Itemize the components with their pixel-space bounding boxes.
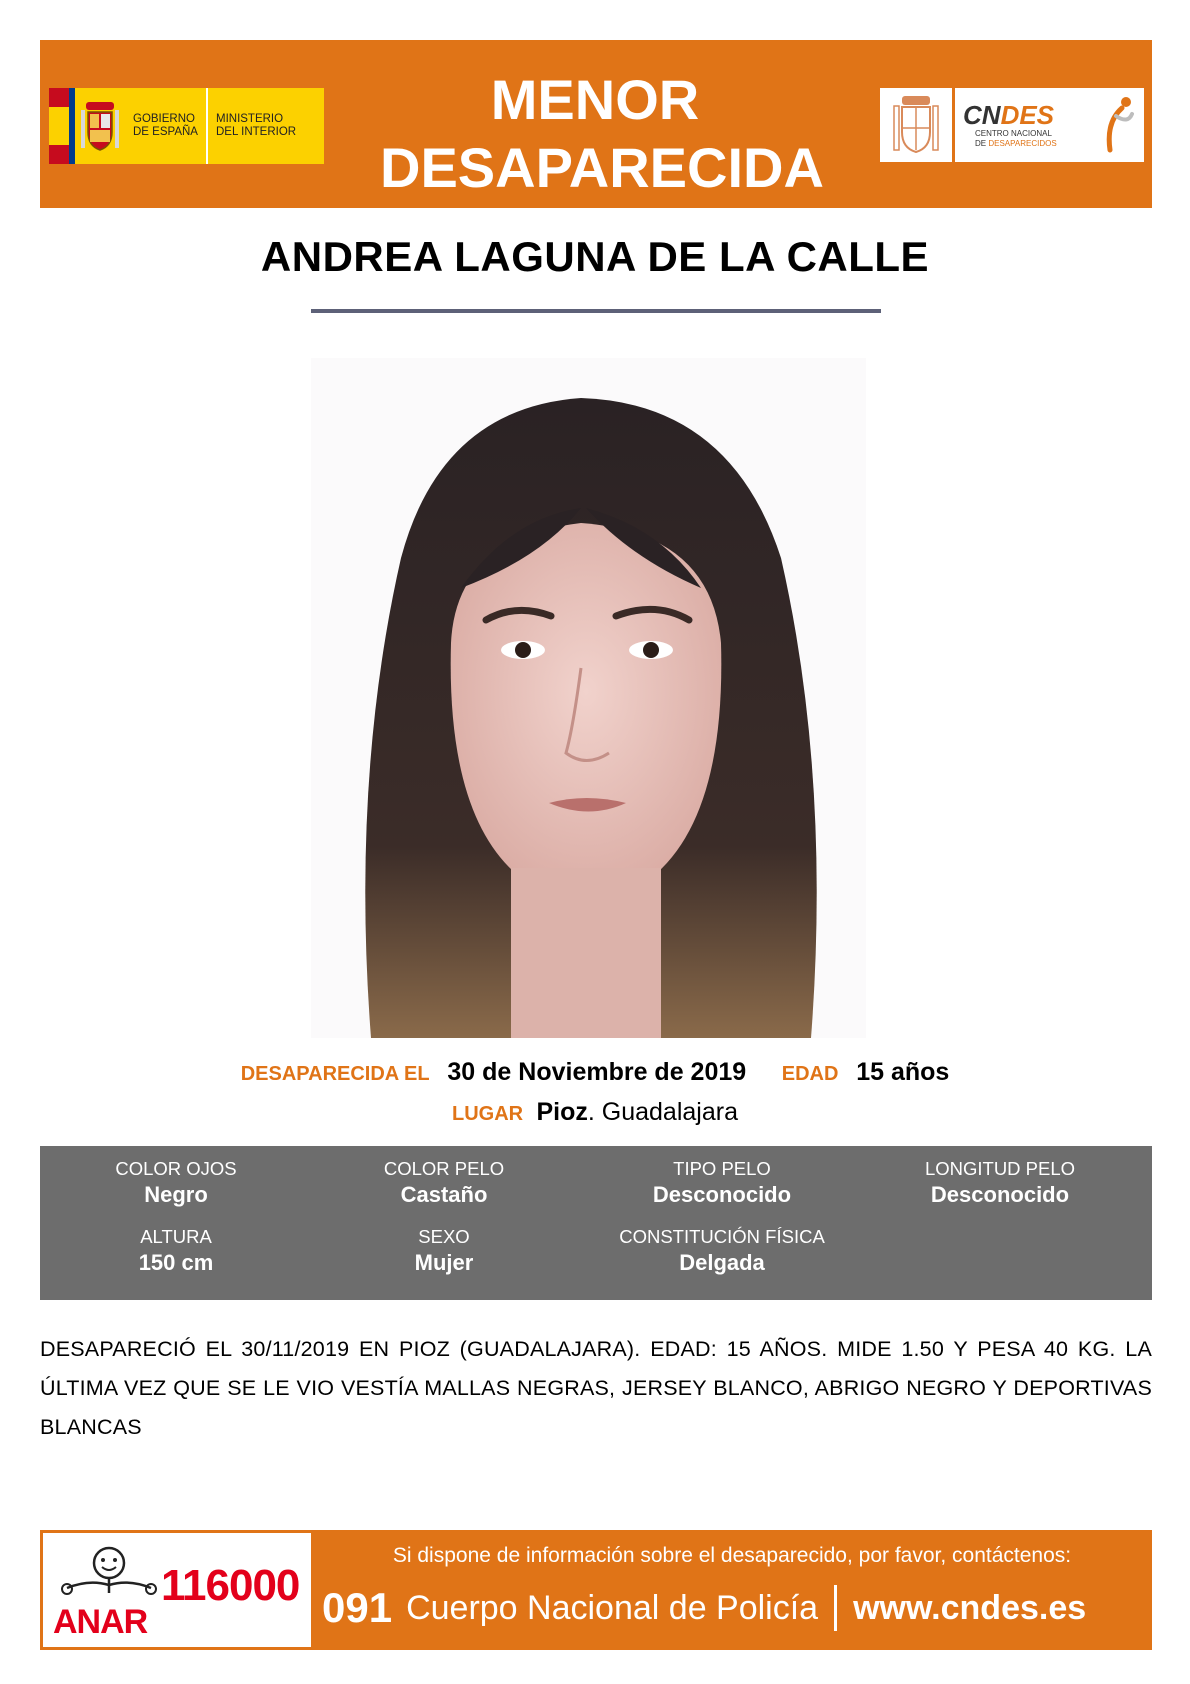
gobierno-text: GOBIERNO DE ESPAÑA xyxy=(133,113,198,138)
missing-person-name: ANDREA LAGUNA DE LA CALLE xyxy=(260,233,930,280)
child-face-icon xyxy=(59,1543,159,1603)
contact-message: Si dispone de información sobre el desaparecido, por favor, contáctenos: xyxy=(392,1544,1072,1567)
website-link[interactable]: www.cndes.es xyxy=(853,1588,1087,1627)
case-description: DESAPARECIÓ EL 30/11/2019 EN PIOZ (GUADALAJARA). EDAD: 15 AÑOS. MIDE 1.50 Y PESA 40 KG. LA ÚLTIMA VEZ QUE SE LE VIO VESTÍA MALLAS NEGRAS, JERSEY BLANCO, ABRIGO NEGRO Y DEPORTIVAS BLANCAS xyxy=(40,1337,1152,1439)
cndes-logo xyxy=(880,88,1144,162)
spain-flag-icon xyxy=(49,88,69,164)
height: ALTURA 150 cm xyxy=(138,1226,214,1275)
gobierno-espana-logo xyxy=(49,88,324,164)
portrait-photo xyxy=(311,358,866,1038)
anar-phone-number[interactable]: 116000 xyxy=(161,1561,300,1610)
missing-person-photo xyxy=(311,358,866,1038)
missing-date-row xyxy=(0,1058,1190,1087)
physical-attributes-panel xyxy=(40,1146,1152,1300)
cndes-subtitle: CENTRO NACIONAL DE DESAPARECIDOS xyxy=(975,129,1057,148)
police-phone-number[interactable]: 091 xyxy=(322,1584,393,1631)
contact-footer xyxy=(40,1530,1152,1650)
missing-date-value: 30 de Noviembre de 2019 xyxy=(447,1058,747,1086)
name-divider xyxy=(311,309,881,313)
place-label: LUGAR xyxy=(452,1103,524,1125)
eye-color: COLOR OJOS Negro xyxy=(115,1158,237,1207)
age-value: 15 años xyxy=(856,1058,950,1086)
place-row xyxy=(0,1098,1190,1127)
header-title-line2: DESAPARECIDA xyxy=(380,136,824,199)
build: CONSTITUCIÓN FÍSICA Delgada xyxy=(619,1226,825,1275)
person-figure-icon xyxy=(1096,94,1136,156)
contact-line xyxy=(322,1578,1152,1638)
hair-type: TIPO PELO Desconocido xyxy=(652,1158,792,1207)
police-name: Cuerpo Nacional de Policía xyxy=(406,1588,819,1627)
place-town: Pioz xyxy=(536,1098,588,1126)
sex: SEXO Mujer xyxy=(414,1226,474,1275)
cndes-wordmark: CNDES xyxy=(963,100,1055,130)
header-banner xyxy=(40,40,1152,208)
anar-logo xyxy=(43,1533,311,1647)
ministerio-text: MINISTERIO DEL INTERIOR xyxy=(215,113,297,138)
hair-color: COLOR PELO Castaño xyxy=(383,1158,505,1207)
coat-of-arms-icon xyxy=(75,100,125,152)
place-province: . Guadalajara xyxy=(587,1098,738,1126)
age-label: EDAD xyxy=(781,1063,839,1085)
footer-separator xyxy=(834,1585,837,1631)
coat-of-arms-icon xyxy=(880,88,955,162)
header-title-line1: MENOR xyxy=(490,68,700,131)
hair-length: LONGITUD PELO Desconocido xyxy=(924,1158,1076,1207)
missing-date-label: DESAPARECIDA EL xyxy=(240,1063,430,1085)
anar-wordmark: ANAR xyxy=(53,1603,148,1641)
